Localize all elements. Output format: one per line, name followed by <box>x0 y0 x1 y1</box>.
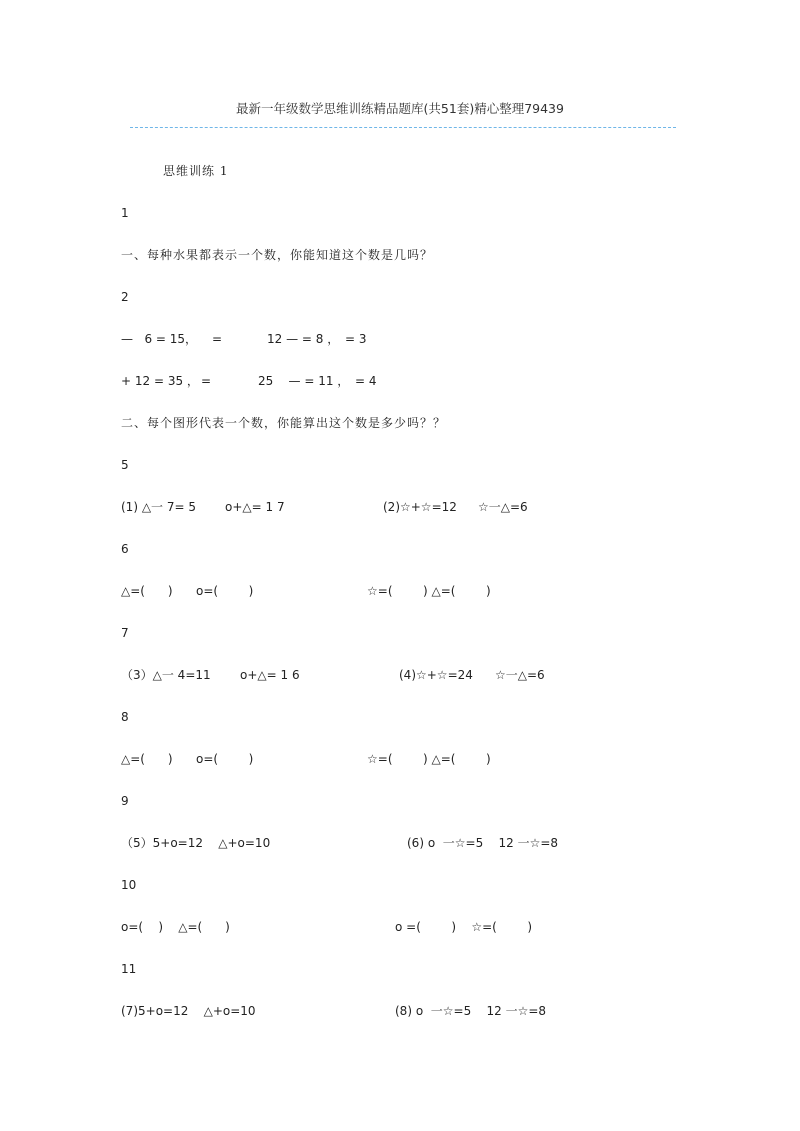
equation-text: — 6 = 15， <box>121 332 198 346</box>
equation-text: = <box>212 332 223 346</box>
question-one-heading: 一、每种水果都表示一个数，你能知道这个数是几吗？ <box>121 248 434 262</box>
equation-text: （3）△一 4=11 <box>121 668 211 682</box>
answer-blank: o=( ) △=( ) <box>121 920 230 934</box>
answer-blank: △=( ) <box>121 584 173 598</box>
equation-text: (7)5+o=12 △+o=10 <box>121 1004 256 1018</box>
equation-text: (4)☆+☆=24 <box>399 668 473 682</box>
line-number: 10 <box>121 878 137 892</box>
equation-text: o+△= 1 7 <box>225 500 285 514</box>
line-number: 7 <box>121 626 129 640</box>
equation-text: = 4 <box>355 374 377 388</box>
equation-text: = <box>201 374 212 388</box>
question-two-heading: 二、每个图形代表一个数，你能算出这个数是多少吗？？ <box>121 416 447 430</box>
equation-text: （5）5+o=12 △+o=10 <box>121 836 271 850</box>
equation-text: ☆一△=6 <box>478 500 528 514</box>
answer-blank: ☆=( ) △=( ) <box>367 752 491 766</box>
document-title: 最新一年级数学思维训练精品题库(共51套)精心整理79439 <box>236 101 564 116</box>
equation-text: + 12 = 35 ， <box>121 374 199 388</box>
line-number: 11 <box>121 962 137 976</box>
section-title: 思维训练 1 <box>163 164 229 178</box>
line-number: 5 <box>121 458 129 472</box>
answer-blank: o=( ) <box>196 752 254 766</box>
equation-text: = 3 <box>345 332 367 346</box>
line-number: 6 <box>121 542 129 556</box>
equation-text: ☆一△=6 <box>495 668 545 682</box>
line-number: 8 <box>121 710 129 724</box>
answer-blank: o=( ) <box>196 584 254 598</box>
equation-text: (2)☆+☆=12 <box>383 500 457 514</box>
answer-blank: △=( ) <box>121 752 173 766</box>
equation-text: 25 — = 11 ， <box>258 374 350 388</box>
equation-text: (6) o 一☆=5 12 一☆=8 <box>407 836 559 850</box>
line-number: 9 <box>121 794 129 808</box>
line-number: 2 <box>121 290 129 304</box>
dashed-divider <box>130 127 676 128</box>
line-number: 1 <box>121 206 129 220</box>
equation-text: (1) △一 7= 5 <box>121 500 196 514</box>
answer-blank: ☆=( ) △=( ) <box>367 584 491 598</box>
equation-text: o+△= 1 6 <box>240 668 300 682</box>
equation-text: 12 — = 8 ， <box>267 332 340 346</box>
equation-text: (8) o 一☆=5 12 一☆=8 <box>395 1004 547 1018</box>
answer-blank: o =( ) ☆=( ) <box>395 920 533 934</box>
